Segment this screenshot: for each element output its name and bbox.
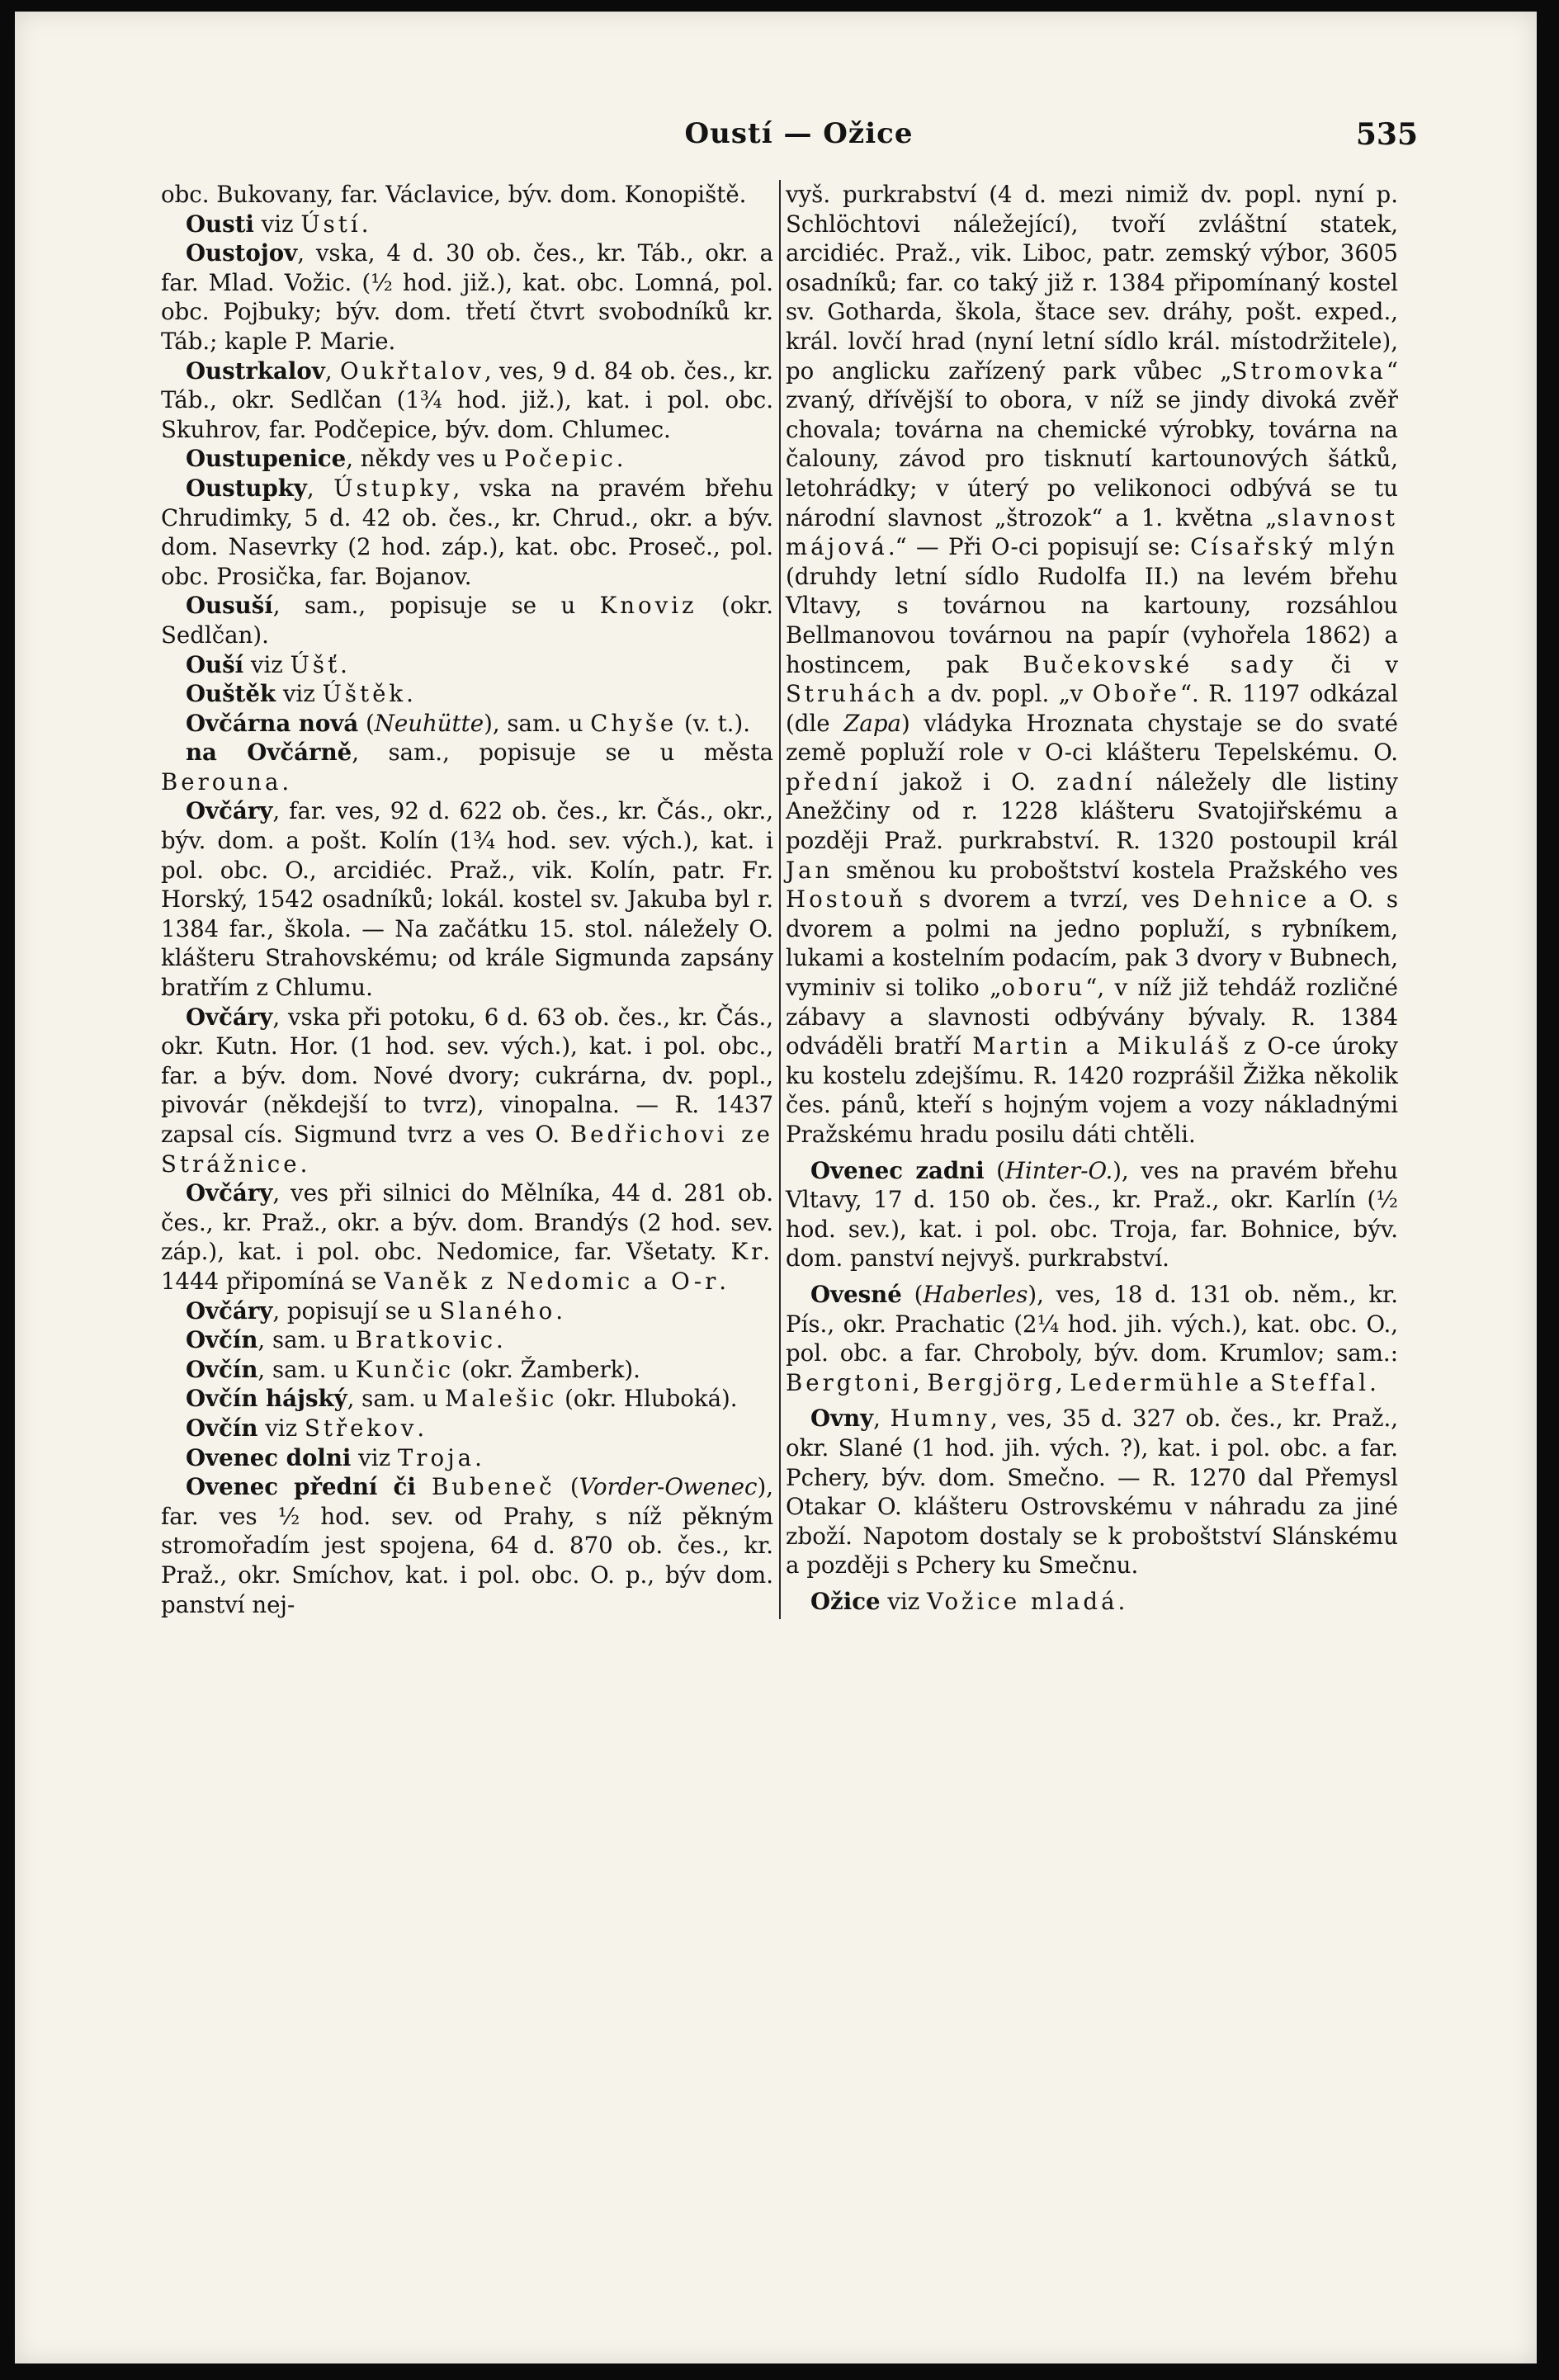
dictionary-entry [161,1355,773,1385]
entry-headword: Oustrkalov [186,357,325,385]
entry-text: či v [1296,650,1398,678]
page-header [180,117,1418,158]
spaced-name: Stromovka [1231,357,1387,385]
spaced-name: Oukřtalov [339,357,484,385]
entry-headword: Oustupenice [186,445,347,473]
entry-text: . [555,1296,563,1325]
entry-headword: Ovčáry [186,797,273,825]
entry-text: (druhdy letní sídlo Rudolfa II.) na levém břehu Vltavy, s továrnou na kartouny, rozsáhlou Bellmanovou továrnou na papír (vyhořela 1862) a hostincem, pak [786,562,1398,678]
dictionary-entry [161,709,773,739]
spaced-name: Počepic [504,445,617,473]
spaced-name: oboru [1001,974,1086,1002]
entry-text: . [616,445,624,473]
spaced-name: Ústí [300,210,361,238]
spaced-name: Kr. [730,1238,773,1266]
entry-text: ), ves na pravém břehu Vltavy, 17 d. 150 ob. čes., kr. Praž., okr. Karlín (½ hod. sev.), kat. i pol. obc. Troja, far. Bohnice, býv. dom. panství nejvyš. purkrabství. [786,1156,1398,1273]
entry-text: směnou ku proboštství kostela Pražského ves [833,856,1398,884]
spaced-name: zadní [1056,767,1136,796]
entry-text: viz [257,1414,305,1442]
spaced-name: Humny [890,1405,991,1433]
dictionary-entry [786,1404,1398,1580]
entry-text: obc. Bukovany, far. Václavice, býv. dom. Konopiště. [161,181,747,208]
entry-text: , [306,474,334,502]
spaced-name: Bratkovic [355,1326,497,1354]
spaced-name: Struhách [786,680,919,708]
entry-text: . [475,1443,482,1471]
entry-text: (v. t.). [677,709,750,737]
entry-text: , sam., popisuje se u města [352,739,773,767]
entry-text: . [417,1414,425,1442]
dictionary-entry [161,444,773,474]
entry-text: , popisují se u [272,1296,440,1325]
entry-text: s dvorem a tvrzí, ves [906,885,1193,914]
spaced-name: Ledermühle [1070,1368,1243,1396]
spaced-name: Bergjörg [927,1368,1056,1396]
entry-text: jakož i O. [881,767,1057,796]
spaced-name: Slaného [439,1296,556,1325]
entry-text: . [340,650,347,678]
entry-text: , ves, 9 d. 84 ob. čes., kr. Táb., okr. Sedlčan (1¾ hod. již.), kat. i pol. obc. Skuhrov, far. Podčepice, býv. dom. Chlumec. [161,357,774,443]
dictionary-entry [161,650,773,680]
entry-text: (okr. Žamberk). [454,1355,640,1383]
entry-text: viz [351,1443,398,1471]
spaced-name: Úštěk [322,680,407,708]
entry-headword: Ovčín [186,1326,258,1354]
spaced-name: Chyše [590,709,678,737]
dictionary-entry [786,180,1398,1150]
spaced-name: Troja [397,1443,475,1471]
spaced-name: přední [786,767,881,796]
entry-headword: Ousuší [186,592,273,620]
spaced-name: Knoviz [599,592,697,620]
entry-text: ( [358,709,375,737]
entry-text: ( [901,1280,924,1308]
italic-term: Hinter-O. [1004,1156,1113,1184]
spaced-name: Císařský mlýn [1190,533,1398,561]
dictionary-entry [161,738,773,796]
italic-term: Neuhütte [374,709,484,737]
dictionary-entry [161,679,773,709]
entry-text: , někdy ves u [346,445,504,473]
entry-text: . [496,1326,503,1354]
column-divider [779,180,781,1619]
dictionary-entry [161,796,773,1002]
entry-headword: Ovčáry [186,1296,273,1325]
entry-text: (okr. Hluboká). [557,1385,738,1413]
dictionary-entry [786,1587,1398,1617]
spaced-name: Steffal [1270,1368,1370,1396]
dictionary-entry [161,1472,773,1619]
dictionary-entry [161,1414,773,1443]
entry-text: , ves, 35 d. 327 ob. čes., kr. Praž., okr. Slané (1 hod. jih. vých. ?), kat. i pol. obc. a far. Pchery, býv. dom. Smečno. — R. 1270 dal Přemysl Otakar O. klášteru Ostrovskému v náhradu za jiné zboží. Napotom dostaly se k proboštství Slánskému a později s Pchery ku Smečnu. [786,1405,1398,1580]
entry-text: viz [880,1587,928,1615]
entry-headword: Ovenec dolni [186,1443,352,1471]
spaced-name: Střekov [304,1414,418,1442]
entry-text: , sam. u [347,1385,446,1413]
entry-text: , sam. u [257,1326,356,1354]
spaced-name: Berouna [161,767,282,796]
dictionary-entry [161,180,773,210]
right-column [786,180,1398,1617]
entry-text: . [1117,1587,1126,1615]
entry-text: a dv. popl. „v [918,680,1093,708]
italic-term: Zapa [843,709,901,737]
entry-text: ), far. ves ½ hod. sev. od Prahy, s níž pěkným stromořadím jest spojena, 64 d. 870 ob. čes., kr. Praž., okr. Smíchov, kat. i pol. obc. O. p., býv dom. panství nej- [161,1473,773,1618]
spaced-name: Bergtoni [786,1368,913,1396]
entry-headword: Ovny [810,1405,874,1433]
entry-text: , far. ves, 92 d. 622 ob. čes., kr. Čás., okr., býv. dom. a pošt. Kolín (1¾ hod. sev. vých.), kat. i pol. obc. O., arcidiéc. Praž., vik. Kolín, patr. Fr. Horský, 1542 osadníků; lokál. kostel sv. Jakuba byl r. 1384 far., škola. — Na začátku 15. stol. náležely O. klášteru Strahovskému; od krále Sigmunda zapsány bratřím z Chlumu. [161,797,773,1002]
entry-text: 1444 připomíná se [161,1267,385,1295]
entry-text: ) vládyka Hroznata chystaje se do svaté země popluží role v O-ci klášteru Tepelskému. O. [786,709,1398,767]
running-title: Oustí — Ožice [684,117,914,150]
spaced-name: Kunčic [355,1355,455,1383]
entry-text: , [912,1368,928,1396]
dictionary-entry [161,1296,773,1326]
entry-headword: Ovčáry [186,1003,273,1031]
entry-headword: Ousti [186,210,254,238]
entry-text: , [324,357,340,385]
entry-text: . [361,210,369,238]
dictionary-entry [161,238,773,356]
entry-headword: Ovčín hájský [186,1385,347,1413]
entry-text: ( [984,1156,1005,1184]
spaced-name: Oboře [1092,680,1180,708]
entry-text: viz [276,680,323,708]
entry-text: . [406,680,413,708]
entry-text: , [1055,1368,1070,1396]
entry-text: , sam., popisuje se u [272,592,600,620]
dictionary-entry [161,591,773,649]
entry-headword: Oustojov [186,239,298,267]
entry-text: , sam. u [257,1355,356,1383]
spaced-name: Jan [786,856,834,884]
entry-text: z O-ce úroky ku kostelu zdejšímu. R. 1420 rozprášil Žižka několik čes. pánů, kteří s hojným vojem a vozy nákladnými Pražskému hradu posilu dáti chtěli. [786,1032,1398,1148]
spaced-name: slavnost májová [786,503,1398,561]
entry-text: .“ — Při O-ci popisují se: [887,533,1191,561]
spaced-name: Dehnice [1192,885,1311,914]
entry-text: , [873,1405,891,1433]
entry-text: vyš. purkrabství (4 d. mezi nimiž dv. popl. nyní p. Schlöchtovi náležející), tvoří zvláštní statek, arcidiéc. Praž., vik. Liboc, patr. zemský výbor, 3605 osadníků; far. co taký již r. 1384 připomínaný kostel sv. Gotharda, škola, štace sev. dráhy, pošt. exped., král. lovčí hrad (nyní letní sídlo král. místodržitele), po anglicku zařízený park vůbec „ [786,181,1398,385]
entry-headword: Ovčáry [186,1179,273,1207]
entry-text: “. R. 1197 odkázal (dle [786,680,1398,737]
spaced-name: Malešic [445,1385,558,1413]
dictionary-entry [161,1003,773,1179]
dictionary-entry [786,1280,1398,1397]
entry-text: . [281,767,290,796]
spaced-name: Bubeneč [431,1473,555,1501]
entry-headword: Ovesné [810,1280,902,1308]
entry-text: náležely dle listiny Anežčiny od r. 1228 klášteru Svatojiřskému a později Praž. purkrabství. R. 1320 postoupil král [786,767,1398,855]
entry-headword: Ovčárna nová [186,709,359,737]
entry-text: , vska, 4 d. 30 ob. čes., kr. Táb., okr. a far. Mlad. Vožic. (½ hod. již.), kat. obc. Lomná, pol. obc. Pojbuky; býv. dom. třetí čtvrt svobodníků kr. Táb.; kaple P. Marie. [161,239,773,355]
spaced-name: Úšť [290,650,341,678]
italic-term: Haberles [923,1280,1028,1308]
entry-text: , ves při silnici do Mělníka, 44 d. 281 ob. čes., kr. Praž., okr. a býv. dom. Brandýs (2 hod. sev. záp.), kat. i pol. obc. Nedomice, far. Všetaty. [161,1179,773,1266]
entry-headword: Ovčín [186,1414,258,1442]
left-column [161,180,773,1619]
entry-text: , vska na pravém břehu Chrudimky, 5 d. 42 ob. čes., kr. Chrud., okr. a býv. dom. Nasevrky (2 hod. záp.), kat. obc. Proseč., pol. obc. Prosička, far. Bojanov. [161,474,773,590]
entry-text: ( [555,1473,579,1501]
spaced-name: Vožice mladá [927,1587,1118,1615]
entry-text: . [1369,1368,1377,1396]
dictionary-entry [161,1178,773,1296]
entry-headword: na Ovčárně [186,739,352,767]
entry-text: “, v níž již tehdáž rozličné zábavy a slavnosti odbývány bývaly. R. 1384 odváděli bratří [786,974,1398,1060]
dictionary-entry [161,474,773,591]
spaced-name: Hostouň [786,885,907,914]
entry-headword: Ožice [810,1587,881,1615]
entry-text: a O. s dvorem a polmi na jedno popluží, s rybníkem, lukami a kostelním podacím, pak 3 dvory v Bubnech, vyminiv si toliko „ [786,885,1398,1002]
entry-text: viz [253,210,301,238]
dictionary-entry [161,1384,773,1414]
dictionary-entry [161,210,773,239]
italic-term: Vorder-Owenec [579,1473,758,1501]
dictionary-entry [786,1156,1398,1273]
entry-headword: Ouštěk [186,680,276,708]
spaced-name: Martin a Mikuláš [972,1032,1233,1060]
entry-text: ), ves, 18 d. 131 ob. něm., kr. Pís., okr. Prachatic (2¼ hod. jih. vých.), kat. obc. O., pol. obc. a far. Chroboly, býv. dom. Krumlov; sam.: [786,1280,1398,1367]
entry-headword: Ouší [186,650,244,678]
entry-headword: Oustupky [186,474,307,502]
dictionary-entry [161,1325,773,1355]
page-number: 535 [1355,117,1418,152]
entry-text: viz [243,650,291,678]
entry-text: ), sam. u [484,709,591,737]
spaced-name: Ústupky [333,474,453,502]
dictionary-entry [161,357,773,445]
entry-text: a [1242,1368,1271,1396]
entry-headword: Ovenec zadni [810,1156,985,1184]
entry-text: . [719,1267,727,1295]
entry-text: (okr. Sedlčan). [161,592,773,649]
spaced-name: Bučekovské sady [1023,650,1297,678]
dictionary-entry [161,1443,773,1473]
spaced-name: Vaněk z Nedomic a O-r [384,1267,720,1295]
entry-text: , vska při potoku, 6 d. 63 ob. čes., kr. Čás., okr. Kutn. Hor. (1 hod. sev. vých.), kat. i pol. obc., far. a býv. dom. Nové dvory; cukrárna, dv. popl., pivovár (někdejší to tvrz), vinopalna. — R. 1437 zapsal cís. Sigmund tvrz a ves O. [161,1003,773,1148]
spaced-name: Bedřichovi ze Strážnice [161,1121,773,1178]
entry-text: “ zvaný, dřívější to obora, v níž se jindy divoká zvěř chovala; továrna na chemické výrobky, továrna na čalouny, závod pro tisknutí kartounových šátků, letohrádky; v úterý po velikonoci odbývá se tu národní slavnost „štrozok“ a 1. května „ [786,357,1398,531]
entry-headword: Ovenec přední či [186,1473,432,1501]
entry-headword: Ovčín [186,1355,258,1383]
entry-text: . [300,1150,308,1178]
